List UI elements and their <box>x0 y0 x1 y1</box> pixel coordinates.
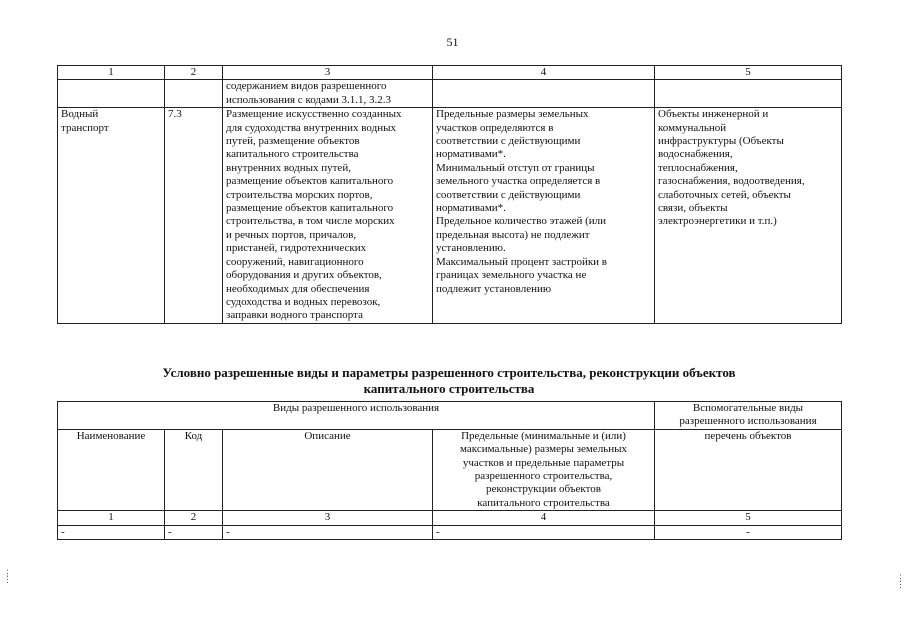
empty-cell <box>165 80 223 108</box>
group-header: Виды разрешенного использования <box>58 402 655 430</box>
empty-value-cell: - <box>223 525 433 539</box>
use-name-cell: Водный транспорт <box>58 108 165 324</box>
auxiliary-cell: Объекты инженерной и коммунальной инфраструктуры (Объекты водоснабжения, теплоснабжения, газоснабжения, водоотведения, слаботочных сетей, объекты связи, объекты электроэнергетики и т.п.) <box>655 108 842 324</box>
column-number: 2 <box>165 511 223 525</box>
column-number: 1 <box>58 511 165 525</box>
conditional-use-table <box>57 401 842 540</box>
col-aux-header: перечень объектов <box>655 429 842 510</box>
use-code-cell: 7.3 <box>165 108 223 324</box>
column-number: 5 <box>655 511 842 525</box>
column-header-row <box>58 429 842 510</box>
group-header-row <box>58 402 842 430</box>
left-margin-mark: ⋮ ⋮ <box>3 568 12 584</box>
column-number: 4 <box>433 66 655 80</box>
table-row <box>58 525 842 539</box>
description-cell: содержанием видов разрешенного использования с кодами 3.1.1, 3.2.3 <box>223 80 433 108</box>
aux-header: Вспомогательные виды разрешенного использования <box>655 402 842 430</box>
page-number: 51 <box>446 35 459 49</box>
column-number: 4 <box>433 511 655 525</box>
right-margin-mark: ⋮ ⋮ <box>896 573 905 589</box>
column-number: 5 <box>655 66 842 80</box>
land-use-table-continued <box>57 65 842 324</box>
empty-value-cell: - <box>58 525 165 539</box>
column-number: 2 <box>165 66 223 80</box>
continuation-row <box>58 80 842 108</box>
column-number-row <box>58 66 842 80</box>
empty-cell <box>655 80 842 108</box>
col-limits-header: Предельные (минимальные и (или) максимальные) размеры земельных участков и предельные параметры разрешенного строительства, реконструкции объектов капитального строительства <box>433 429 655 510</box>
column-number: 3 <box>223 66 433 80</box>
empty-cell <box>433 80 655 108</box>
table-row <box>58 108 842 324</box>
col-code-header: Код <box>165 429 223 510</box>
col-name-header: Наименование <box>58 429 165 510</box>
section-title: Условно разрешенные виды и параметры разрешенного строительства, реконструкции объектов капитального строительства <box>162 365 736 396</box>
empty-cell <box>58 80 165 108</box>
column-number: 3 <box>223 511 433 525</box>
limits-cell: Предельные размеры земельных участков определяются в соответствии с действующими нормативами*. Минимальный отступ от границы земельного участка определяется в соответствии с действующими нормативами*. Предельное количество этажей (или предельная высота) не подлежит установлению. Максимальный процент застройки в границах земельного участка не подлежит установлению <box>433 108 655 324</box>
column-number-row <box>58 511 842 525</box>
description-cell: Размещение искусственно созданных для судоходства внутренних водных путей, размещение объектов капитального строительства внутренних водных путей, размещение объектов капитального строительства морских портов, размещение объектов капитального строительства, в том числе морских и речных портов, причалов, пристаней, гидротехнических сооружений, навигационного оборудования и других объектов, необходимых для обеспечения судоходства и водных перевозок, заправки водного транспорта <box>223 108 433 324</box>
empty-value-cell: - <box>165 525 223 539</box>
empty-value-cell: - <box>433 525 655 539</box>
col-description-header: Описание <box>223 429 433 510</box>
empty-value-cell: - <box>655 525 842 539</box>
column-number: 1 <box>58 66 165 80</box>
